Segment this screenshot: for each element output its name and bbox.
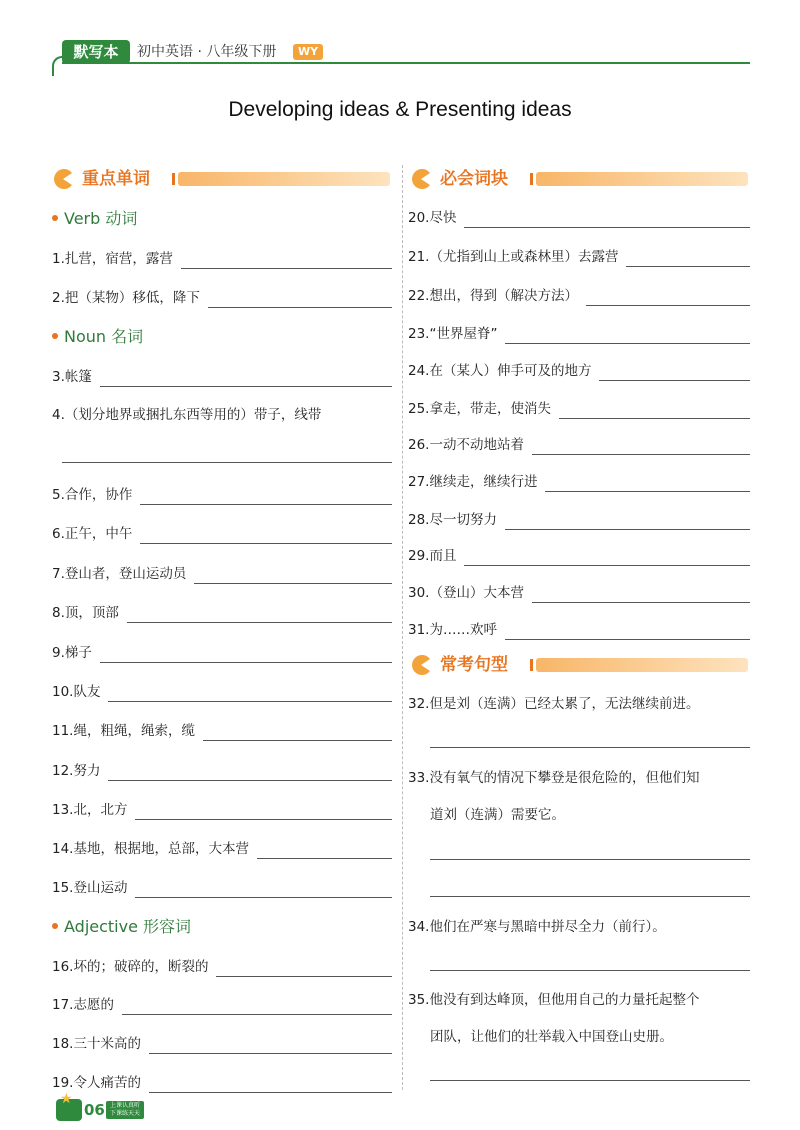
exercise-row [52,876,392,898]
pacman-icon [52,168,74,190]
question-text: 25.拿走，带走，使消失 [408,401,551,417]
answer-blank[interactable] [430,1080,750,1081]
question-text: 4.（划分地界或捆扎东西等用的）带子，线带 [52,407,322,423]
exercise-row [408,245,750,267]
section-label: 必会词块 [440,169,508,189]
section-label: 重点单词 [82,169,150,189]
bullet-dot [52,215,58,221]
question-text: 34.他们在严寒与黑暗中拼尽全力（前行）。 [408,919,666,935]
answer-blank[interactable] [108,764,392,781]
exercise-row [52,1032,392,1054]
header-edition-tag: WY [293,44,323,60]
answer-blank[interactable] [122,998,392,1015]
subhead-verb: Verb 动词 [52,207,137,231]
section-phrases [410,167,748,191]
header-badge: 默写本 [62,40,130,64]
exercise-row [52,955,392,977]
question-text: 35.他没有到达峰顶，但他用自己的力量托起整个 [408,992,700,1008]
section-bar [178,172,390,186]
question-text: 18.三十米高的 [52,1036,141,1052]
exercise-row [52,562,392,584]
exercise-row [408,359,750,381]
answer-blank[interactable] [599,364,750,381]
question-text: 14.基地，根据地，总部，大本营 [52,841,249,857]
pacman-icon [410,654,432,676]
exercise-row [408,581,750,603]
question-text: 3.帐篷 [52,369,92,385]
subhead-adjective: Adjective 形容词 [52,915,191,939]
question-text: 20.尽快 [408,210,457,226]
question-text: 15.登山运动 [52,880,128,896]
answer-blank[interactable] [464,211,750,228]
section-bar [536,658,748,672]
question-text: 23.“世界屋脊” [408,326,498,342]
answer-blank[interactable] [430,896,750,897]
section-sentences [410,653,748,677]
answer-blank[interactable] [100,646,392,663]
exercise-row [52,993,392,1015]
question-text: 5.合作，协作 [52,487,133,503]
answer-blank[interactable] [203,724,392,741]
section-label: 常考句型 [440,655,508,675]
question-text: 31.为……欢呼 [408,622,497,638]
exercise-row [408,508,750,530]
pacman-icon [410,168,432,190]
question-text: 2.把（某物）移低，降下 [52,290,200,306]
question-text: 12.努力 [52,763,101,779]
section-tick [530,659,533,671]
answer-blank[interactable] [149,1037,392,1054]
star-icon: ★ [60,1091,73,1107]
exercise-row [408,284,750,306]
page-number: 06 [84,1101,105,1119]
exercise-row [52,1071,392,1093]
subhead-noun: Noun 名词 [52,325,143,349]
answer-blank[interactable] [532,586,750,603]
question-text: 28.尽一切努力 [408,512,497,528]
answer-blank[interactable] [140,488,392,505]
section-tick [530,173,533,185]
section-bar [536,172,748,186]
answer-blank[interactable] [430,859,750,860]
answer-blank[interactable] [464,549,750,566]
exercise-row [52,601,392,623]
question-text: 8.顶，顶部 [52,605,119,621]
question-text: 11.绳，粗绳，绳索，缆 [52,723,195,739]
question-text: 22.想出，得到（解决方法） [408,288,578,304]
answer-blank[interactable] [586,289,750,306]
answer-blank[interactable] [430,747,750,748]
question-text: 26.一动不动地站着 [408,437,524,453]
answer-blank[interactable] [140,527,392,544]
column-divider [402,165,403,1090]
header-rule [62,62,750,64]
question-text: 32.但是刘（连满）已经太累了，无法继续前进。 [408,696,700,712]
question-text: 10.队友 [52,684,101,700]
answer-blank[interactable] [505,623,750,640]
exercise-row [52,798,392,820]
answer-blank[interactable] [559,402,750,419]
question-text: 29.而且 [408,548,457,564]
question-text: 9.梯子 [52,645,92,661]
exercise-row [52,837,392,859]
exercise-row [408,470,750,492]
exercise-row [52,641,392,663]
footer-tagline: 上课认真听 下课练天天 [106,1101,144,1119]
question-text: 13.北，北方 [52,802,128,818]
section-tick [172,173,175,185]
page-title: Developing ideas & Presenting ideas [228,98,572,121]
answer-blank[interactable] [194,567,392,584]
answer-blank[interactable] [545,475,750,492]
answer-blank[interactable] [505,513,750,530]
question-text: 17.志愿的 [52,997,114,1013]
answer-blank[interactable] [135,803,392,820]
exercise-row [408,618,750,640]
answer-blank[interactable] [430,970,750,971]
answer-blank[interactable] [127,606,392,623]
answer-blank[interactable] [216,960,392,977]
question-text: 6.正午，中午 [52,526,133,542]
question-text: 19.令人痛苦的 [52,1075,141,1091]
question-text: 团队，让他们的壮举载入中国登山史册。 [430,1029,673,1045]
exercise-row [52,759,392,781]
answer-blank[interactable] [108,685,392,702]
exercise-row [408,433,750,455]
header-title: 初中英语 · 八年级下册 [137,44,277,60]
exercise-row [408,544,750,566]
exercise-row [408,206,750,228]
question-text: 33.没有氧气的情况下攀登是很危险的，但他们知 [408,770,700,786]
exercise-row [52,286,392,308]
question-text: 道刘（连满）需要它。 [430,807,565,823]
question-text: 27.继续走，继续行进 [408,474,538,490]
answer-blank[interactable] [505,327,750,344]
bullet-dot [52,333,58,339]
answer-blank[interactable] [135,881,392,898]
exercise-row [52,483,392,505]
bullet-dot [52,923,58,929]
exercise-row [408,322,750,344]
question-text: 7.登山者，登山运动员 [52,566,187,582]
answer-blank[interactable] [149,1076,392,1093]
section-key-words [52,167,390,191]
answer-blank[interactable] [626,250,750,267]
exercise-row [52,522,392,544]
question-text: 30.（登山）大本营 [408,585,524,601]
question-text: 21.（尤指到山上或森林里）去露营 [408,249,619,265]
exercise-row [52,365,392,387]
exercise-row [408,397,750,419]
answer-blank[interactable] [62,462,392,463]
answer-blank[interactable] [100,370,392,387]
answer-blank[interactable] [181,252,392,269]
answer-blank[interactable] [257,842,392,859]
exercise-row [52,719,392,741]
answer-blank[interactable] [208,291,392,308]
question-text: 16.坏的；破碎的，断裂的 [52,959,209,975]
exercise-row [52,247,392,269]
question-text: 24.在（某人）伸手可及的地方 [408,363,592,379]
answer-blank[interactable] [532,438,750,455]
exercise-row [52,680,392,702]
question-text: 1.扎营，宿营，露营 [52,251,173,267]
